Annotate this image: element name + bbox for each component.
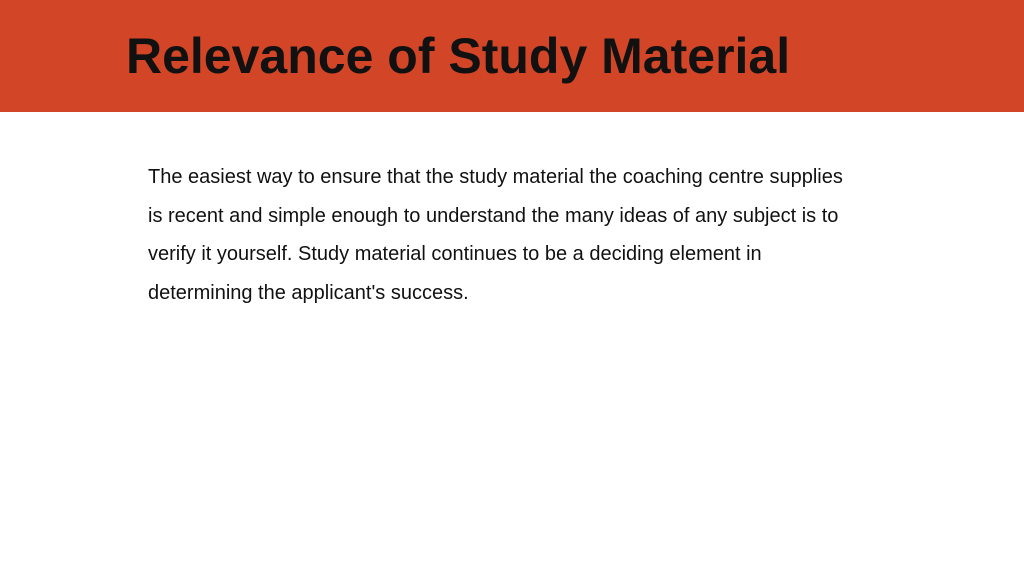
- body-line: verify it yourself. Study material continues to be a deciding element in: [148, 243, 762, 265]
- body-line: determining the applicant's success.: [148, 281, 469, 304]
- body-paragraph: [148, 158, 908, 312]
- body-line: The easiest way to ensure that the study material the coaching centre supplies: [148, 166, 843, 188]
- slide-title: Relevance of Study Material: [126, 28, 791, 84]
- body-line: is recent and simple enough to understand the many ideas of any subject is to: [148, 204, 839, 227]
- header-bar: [0, 0, 1024, 112]
